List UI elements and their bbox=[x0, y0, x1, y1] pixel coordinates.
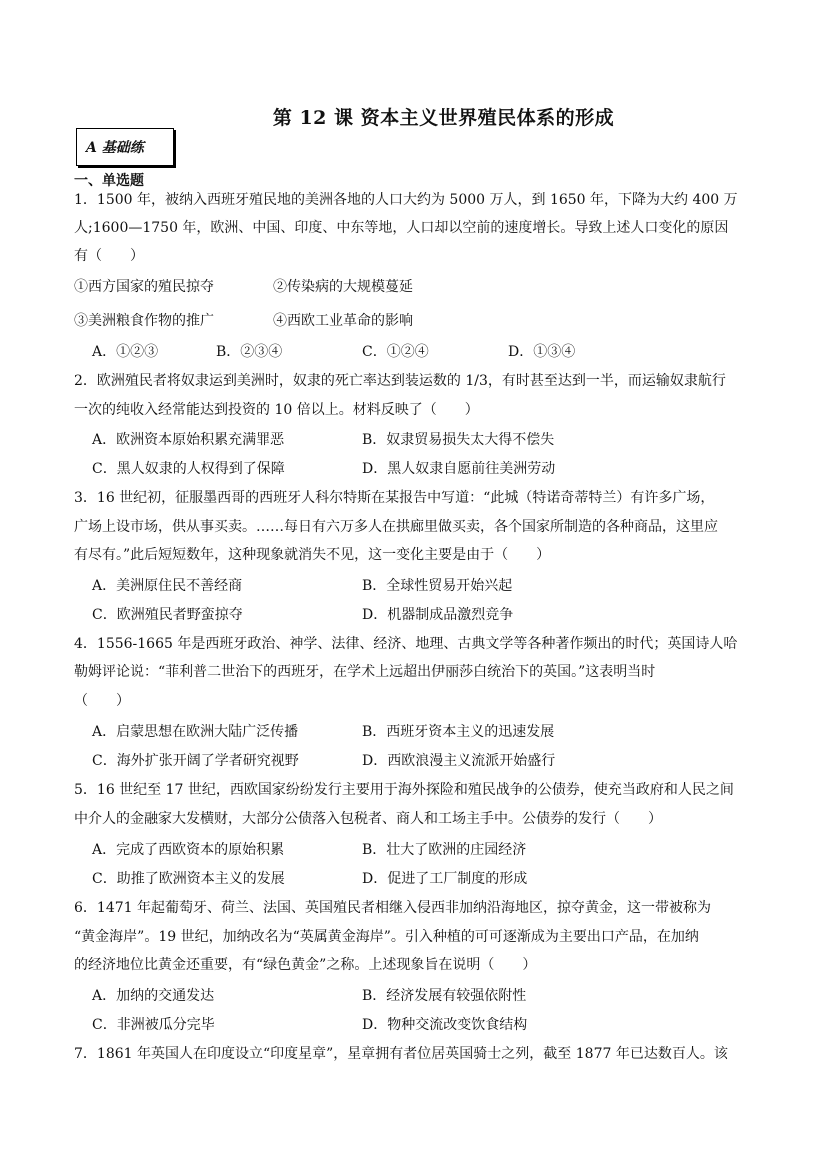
question-3-option-d[interactable]: D．机器制成品激烈竞争 bbox=[362, 607, 514, 623]
question-4-line-1: 4．1556-1665 年是西班牙政治、神学、法律、经济、地理、古典文学等各种著作频出的时代；英国诗人哈 bbox=[74, 636, 738, 652]
question-4-line-2: 勒姆评论说：“菲利普二世治下的西班牙，在学术上远超出伊丽莎白统治下的英国。”这表明当时 bbox=[74, 664, 656, 680]
question-2-line-1: 2．欧洲殖民者将奴隶运到美洲时，奴隶的死亡率达到装运数的 1/3，有时甚至达到一半，而运输奴隶航行 bbox=[74, 373, 726, 389]
question-6-option-d[interactable]: D．物种交流改变饮食结构 bbox=[362, 1017, 528, 1033]
question-7-line-1: 7．1861 年英国人在印度设立“印度星章”，星章拥有者位居英国骑士之列，截至 1877 年已达数百人。该 bbox=[74, 1046, 728, 1062]
question-5-option-c[interactable]: C．助推了欧洲资本主义的发展 bbox=[92, 871, 285, 887]
question-5-line-2: 中介人的金融家大发横财，大部分公债落入包税者、商人和工场主手中。公债券的发行（ ） bbox=[74, 811, 662, 827]
question-1-item-3: ③美洲粮食作物的推广 bbox=[74, 313, 214, 329]
question-1-option-d[interactable]: D．①③④ bbox=[508, 344, 576, 360]
question-5-option-b[interactable]: B．壮大了欧洲的庄园经济 bbox=[362, 842, 527, 858]
question-3-option-c[interactable]: C．欧洲殖民者野蛮掠夺 bbox=[92, 607, 243, 623]
question-2-option-c[interactable]: C．黑人奴隶的人权得到了保障 bbox=[92, 461, 285, 477]
question-1-item-4: ④西欧工业革命的影响 bbox=[273, 313, 413, 329]
question-1-item-1: ①西方国家的殖民掠夺 bbox=[74, 279, 214, 295]
question-3-line-3: 有尽有。”此后短短数年，这种现象就消失不见，这一变化主要是由于（ ） bbox=[74, 547, 551, 563]
question-1-option-b[interactable]: B．②③④ bbox=[216, 344, 283, 360]
question-6-line-3: 的经济地位比黄金还重要，有“绿色黄金”之称。上述现象旨在说明（ ） bbox=[74, 957, 537, 973]
question-3-line-1: 3．16 世纪初，征服墨西哥的西班牙人科尔特斯在某报告中写道：“此城（特诺奇蒂特兰）有许多广场， bbox=[74, 490, 715, 506]
question-5-line-1: 5．16 世纪至 17 世纪，西欧国家纷纷发行主要用于海外探险和殖民战争的公债券，使充当政府和人民之间 bbox=[74, 782, 734, 798]
question-1-line-2: 人;1600—1750 年，欧洲、中国、印度、中东等地，人口却以空前的速度增长。导致上述人口变化的原因 bbox=[74, 220, 729, 236]
question-2-option-b[interactable]: B．奴隶贸易损失太大得不偿失 bbox=[362, 432, 555, 448]
section-heading: 一、单选题 bbox=[74, 173, 144, 189]
question-2-option-a[interactable]: A．欧洲资本原始积累充满罪恶 bbox=[92, 432, 285, 448]
question-6-option-a[interactable]: A．加纳的交通发达 bbox=[92, 988, 215, 1004]
question-3-option-a[interactable]: A．美洲原住民不善经商 bbox=[92, 578, 243, 594]
question-6-option-c[interactable]: C．非洲被瓜分完毕 bbox=[92, 1017, 215, 1033]
question-4-option-b[interactable]: B．西班牙资本主义的迅速发展 bbox=[362, 724, 555, 740]
page-title: 第 12 课 资本主义世界殖民体系的形成 bbox=[272, 107, 615, 129]
question-1-item-2: ②传染病的大规模蔓延 bbox=[273, 279, 413, 295]
question-3-line-2: 广场上设市场，供从事买卖。……每日有六万多人在拱廊里做买卖，各个国家所制造的各种商品，这里应 bbox=[74, 519, 718, 535]
question-1-option-a[interactable]: A．①②③ bbox=[92, 344, 159, 360]
question-3-option-b[interactable]: B．全球性贸易开始兴起 bbox=[362, 578, 513, 594]
question-5-option-a[interactable]: A．完成了西欧资本的原始积累 bbox=[92, 842, 285, 858]
question-2-line-2: 一次的纯收入经常能达到投资的 10 倍以上。材料反映了（ ） bbox=[74, 402, 479, 418]
question-6-line-1: 6．1471 年起葡萄牙、荷兰、法国、英国殖民者相继入侵西非加纳沿海地区，掠夺黄金，这一带被称为 bbox=[74, 900, 711, 916]
question-1-line-3: 有（ ） bbox=[74, 248, 144, 264]
question-4-option-c[interactable]: C．海外扩张开阔了学者研究视野 bbox=[92, 753, 299, 769]
question-4-line-3: （ ） bbox=[74, 693, 130, 709]
level-badge bbox=[76, 128, 174, 166]
question-4-option-d[interactable]: D．西欧浪漫主义流派开始盛行 bbox=[362, 753, 556, 769]
question-1-line-1: 1．1500 年，被纳入西班牙殖民地的美洲各地的人口大约为 5000 万人，到 1650 年，下降为大约 400 万 bbox=[74, 192, 738, 208]
question-2-option-d[interactable]: D．黑人奴隶自愿前往美洲劳动 bbox=[362, 461, 556, 477]
question-4-option-a[interactable]: A．启蒙思想在欧洲大陆广泛传播 bbox=[92, 724, 299, 740]
level-badge-label: A 基础练 bbox=[86, 140, 144, 156]
question-6-line-2: “黄金海岸”。19 世纪，加纳改名为“英属黄金海岸”。引入种植的可可逐渐成为主要出口产品，在加纳 bbox=[74, 929, 699, 945]
question-1-option-c[interactable]: C．①②④ bbox=[362, 344, 429, 360]
question-5-option-d[interactable]: D．促进了工厂制度的形成 bbox=[362, 871, 528, 887]
question-6-option-b[interactable]: B．经济发展有较强依附性 bbox=[362, 988, 527, 1004]
